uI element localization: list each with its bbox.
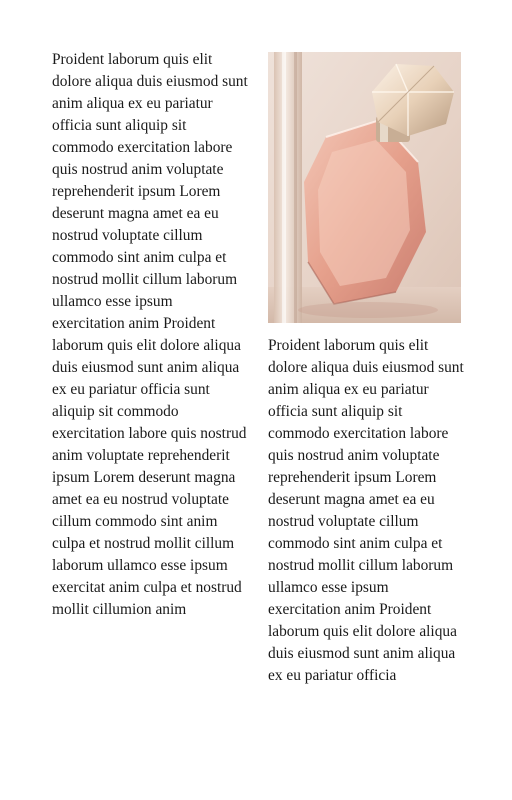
perfume-bottle-photo	[268, 52, 461, 323]
right-column-text: Proident laborum quis elit dolore aliqua duis eiusmod sunt anim aliqua ex eu pariatur officia sunt aliquip sit commodo exercitation labore quis nostrud anim voluptate reprehenderit ipsum Lorem deserunt magna amet ea eu nostrud voluptate cillum commodo sint anim culpa et nostrud mollit cillum laborum ullamco esse ipsum exercitation anim Proident laborum quis elit dolore aliqua duis eiusmod sunt anim aliqua ex eu pariatur officia	[268, 337, 464, 684]
left-column-text: Proident laborum quis elit dolore aliqua duis eiusmod sunt anim aliqua ex eu pariatur officia sunt aliquip sit commodo exercitation labore quis nostrud anim voluptate reprehenderit ipsum Lorem deserunt magna amet ea eu nostrud voluptate cillum commodo sint anim culpa et nostrud mollit cillum laborum ullamco esse ipsum exercitation anim Proident laborum quis elit dolore aliqua duis eiusmod sunt anim aliqua ex eu pariatur officia sunt aliquip sit commodo exercitation labore quis nostrud anim voluptate reprehenderit ipsum Lorem deserunt magna amet ea eu nostrud voluptate cillum commodo sint anim culpa et nostrud mollit cillum laborum ullamco esse ipsum exercitat anim culpa et nostrud mollit cillumion anim	[52, 51, 248, 618]
